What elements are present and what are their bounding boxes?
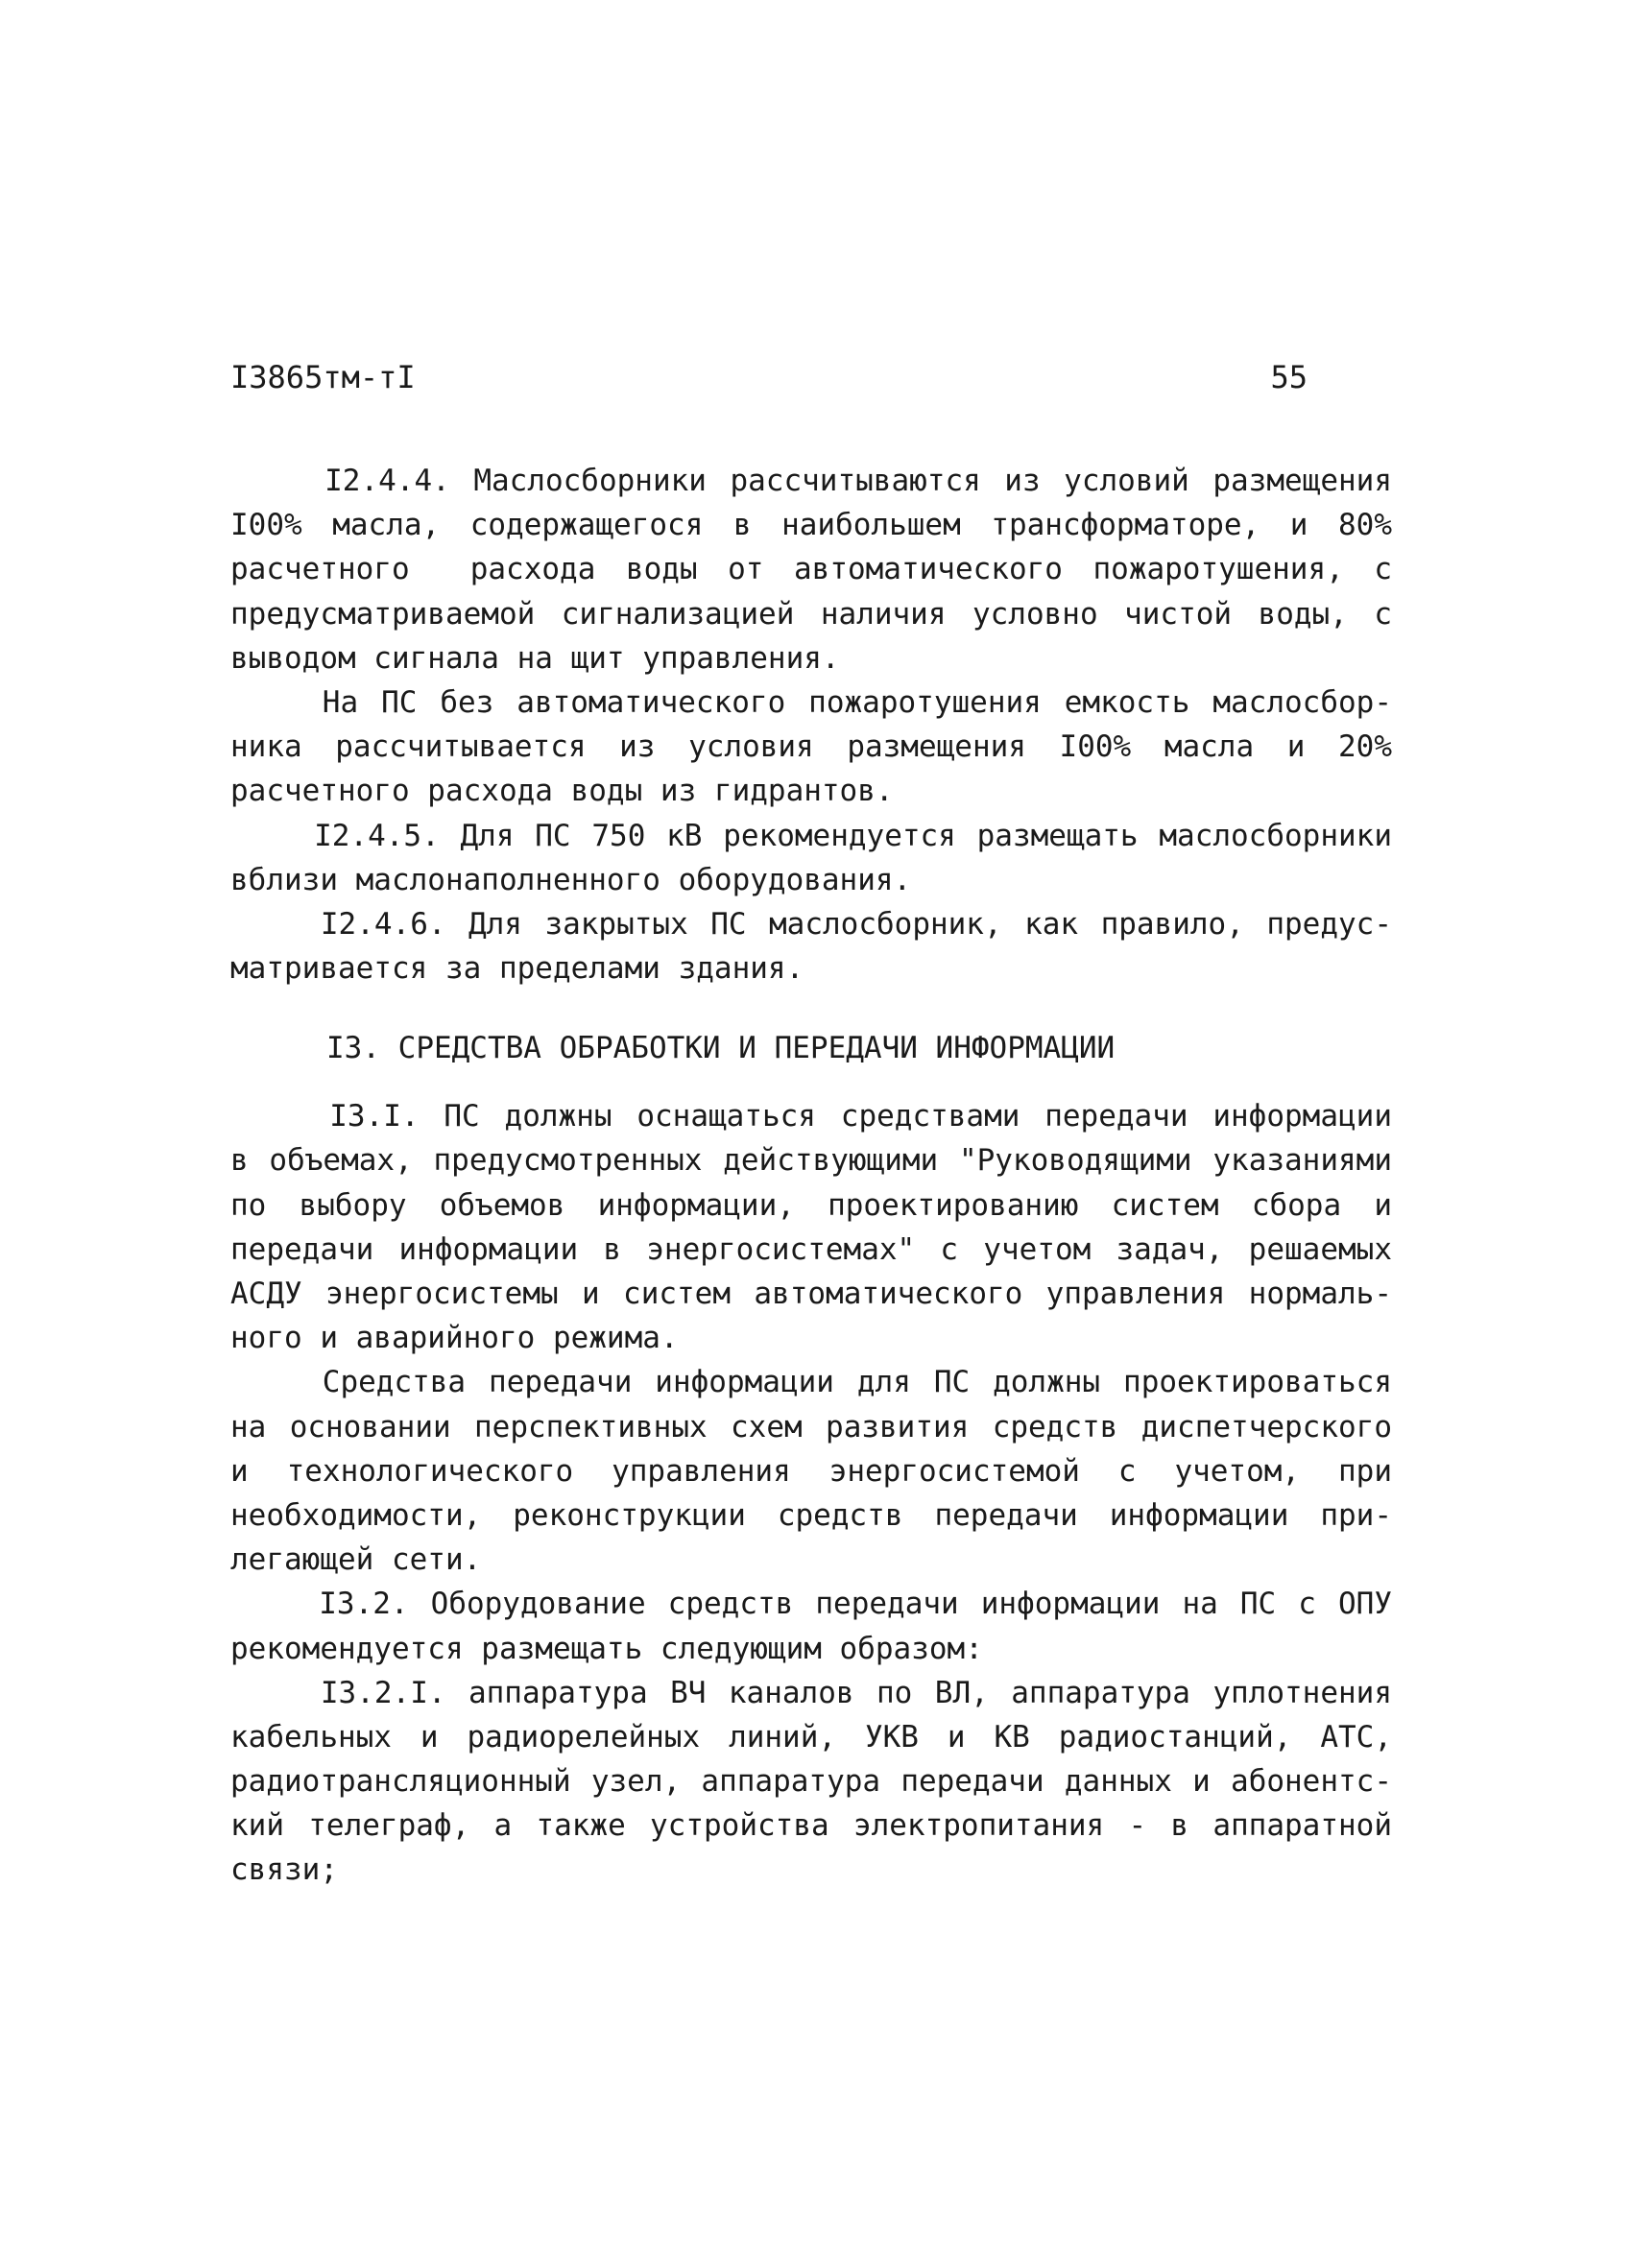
- text-line: I3.2.I. аппаратура ВЧ каналов по ВЛ, аппаратура уплотнения: [230, 1675, 1392, 1710]
- text-line: матривается за пределами здания.: [230, 951, 804, 987]
- text-line: рекомендуется размещать следующим образом:: [230, 1631, 983, 1666]
- text-line: I3.I. ПС должны оснащаться средствами передачи информации: [230, 1099, 1392, 1134]
- text-line: передачи информации в энергосистемах" с учетом задач, решаемых: [230, 1231, 1392, 1267]
- text-line: выводом сигнала на щит управления.: [230, 640, 840, 676]
- text-line: ного и аварийного режима.: [230, 1321, 679, 1356]
- text-line: расчетного расхода воды из гидрантов.: [230, 774, 894, 809]
- text-line: на основании перспективных схем развития средств диспетчерского: [230, 1409, 1392, 1444]
- text-line: по выбору объемов информации, проектированию систем сбора и: [230, 1187, 1392, 1223]
- text-line: легающей сети.: [230, 1542, 482, 1578]
- page-header: [230, 353, 1308, 401]
- text-line: I3.2. Оборудование средств передачи информации на ПС с ОПУ: [230, 1587, 1392, 1622]
- text-line: I2.4.6. Для закрытых ПС маслосборник, как правило, предус-: [230, 906, 1392, 942]
- text-line: вблизи маслонаполненного оборудования.: [230, 862, 912, 897]
- text-line: I2.4.4. Маслосборники рассчитываются из условий размещения: [230, 464, 1392, 498]
- text-line: На ПС без автоматического пожаротушения емкость маслосбор-: [230, 684, 1392, 720]
- text-line: I00% масла, содержащегося в наибольшем трансформаторе, и 80%: [230, 508, 1392, 543]
- text-line: Средства передачи информации для ПС должны проектироваться: [230, 1365, 1392, 1400]
- text-line: АСДУ энергосистемы и систем автоматического управления нормаль-: [230, 1277, 1392, 1311]
- text-line: ника рассчитывается из условия размещения I00% масла и 20%: [230, 729, 1392, 765]
- page-number: 55: [1270, 359, 1308, 395]
- line-gap: [230, 991, 1392, 1019]
- text-line: кий телеграф, а также устройства электропитания - в аппаратной: [230, 1808, 1392, 1844]
- text-line: в объемах, предусмотренных действующими "Руководящими указаниями: [230, 1143, 1392, 1179]
- text-line: кабельных и радиорелейных линий, УКВ и КВ радиостанций, АТС,: [230, 1719, 1392, 1755]
- text-line: предусматриваемой сигнализацией наличия условно чистой воды, с: [230, 596, 1392, 632]
- text-line: связи;: [230, 1852, 338, 1888]
- text-line: радиотрансляционный узел, аппаратура передачи данных и абонентс-: [230, 1764, 1392, 1800]
- text-line: I2.4.5. Для ПС 750 кВ рекомендуется размещать маслосборники: [230, 818, 1392, 853]
- body-text: [230, 459, 1392, 1893]
- document-code: I3865тм-тI: [230, 359, 416, 395]
- text-line: и технологического управления энергосистемой с учетом, при: [230, 1453, 1392, 1489]
- text-line: необходимости, реконструкции средств передачи информации при-: [230, 1497, 1392, 1533]
- section-heading: I3. СРЕДСТВА ОБРАБОТКИ И ПЕРЕДАЧИ ИНФОРМАЦИИ: [326, 1031, 1116, 1066]
- text-line: расчетного расхода воды от автоматического пожаротушения, с: [230, 552, 1392, 587]
